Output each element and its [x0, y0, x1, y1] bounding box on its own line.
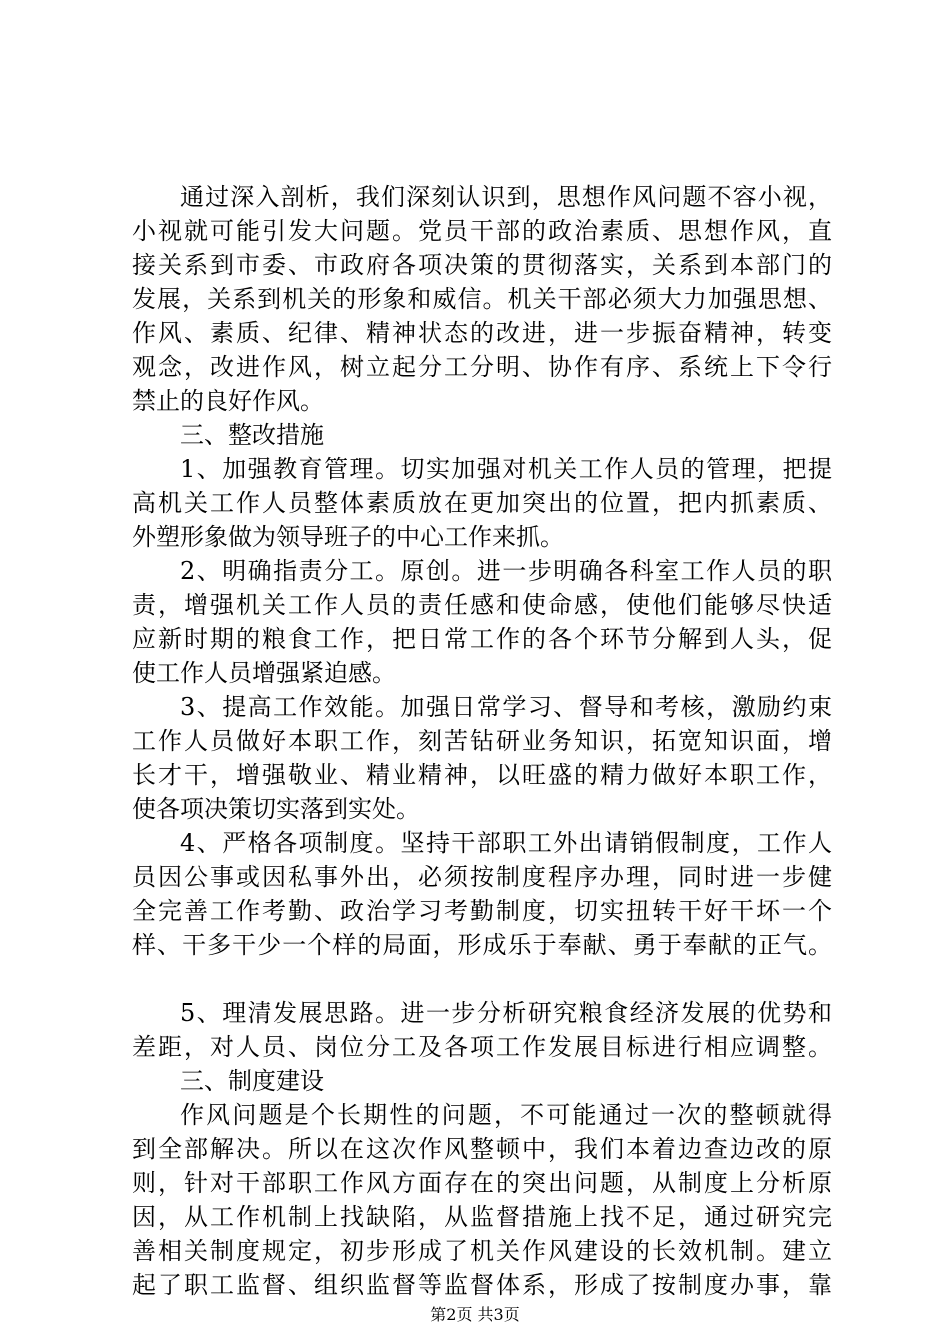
paragraph-line: 观念，改进作风，树立起分工分明、协作有序、系统上下令行	[132, 353, 832, 381]
paragraph-line: 发展，关系到机关的形象和威信。机关干部必须大力加强思想、	[132, 285, 832, 313]
paragraph-line: 到全部解决。所以在这次作风整顿中，我们本着边查边改的原	[132, 1135, 832, 1163]
paragraph-line: 小视就可能引发大问题。党员干部的政治素质、思想作风，直	[132, 217, 832, 245]
paragraph-line: 4、严格各项制度。坚持干部职工外出请销假制度，工作人	[180, 829, 832, 857]
paragraph-line: 1、加强教育管理。切实加强对机关工作人员的管理，把提	[180, 455, 832, 483]
paragraph-line: 5、理清发展思路。进一步分析研究粮食经济发展的优势和	[180, 999, 832, 1027]
paragraph-line: 作风、素质、纪律、精神状态的改进，进一步振奋精神，转变	[132, 319, 832, 347]
paragraph-line: 因，从工作机制上找缺陷，从监督措施上找不足，通过研究完	[132, 1203, 832, 1231]
paragraph-line: 差距，对人员、岗位分工及各项工作发展目标进行相应调整。	[132, 1033, 832, 1061]
paragraph-line: 全完善工作考勤、政治学习考勤制度，切实扭转干好干坏一个	[132, 897, 832, 925]
paragraph-line: 责，增强机关工作人员的责任感和使命感，使他们能够尽快适	[132, 591, 832, 619]
section-heading: 三、整改措施	[180, 421, 324, 449]
paragraph-line: 员因公事或因私事外出，必须按制度程序办理，同时进一步健	[132, 863, 832, 891]
paragraph-line: 外塑形象做为领导班子的中心工作来抓。	[132, 523, 564, 551]
paragraph-line: 接关系到市委、市政府各项决策的贯彻落实，关系到本部门的	[132, 251, 832, 279]
paragraph-line: 作风问题是个长期性的问题，不可能通过一次的整顿就得	[180, 1101, 832, 1129]
paragraph-line: 善相关制度规定，初步形成了机关作风建设的长效机制。建立	[132, 1237, 832, 1265]
paragraph-line: 应新时期的粮食工作，把日常工作的各个环节分解到人头，促	[132, 625, 832, 653]
paragraph-line: 样、干多干少一个样的局面，形成乐于奉献、勇于奉献的正气。	[132, 931, 832, 959]
paragraph-line: 3、提高工作效能。加强日常学习、督导和考核，激励约束	[180, 693, 832, 721]
paragraph-line: 使各项决策切实落到实处。	[132, 795, 420, 823]
paragraph-line: 工作人员做好本职工作，刻苦钻研业务知识，拓宽知识面，增	[132, 727, 832, 755]
paragraph-line: 使工作人员增强紧迫感。	[132, 659, 396, 687]
paragraph-line: 起了职工监督、组织监督等监督体系，形成了按制度办事，靠	[132, 1271, 832, 1299]
paragraph-line: 2、明确指责分工。原创。进一步明确各科室工作人员的职	[180, 557, 832, 585]
section-heading: 三、制度建设	[180, 1067, 324, 1095]
paragraph-line: 高机关工作人员整体素质放在更加突出的位置，把内抓素质、	[132, 489, 832, 517]
paragraph-line: 禁止的良好作风。	[132, 387, 324, 415]
paragraph-line: 通过深入剖析，我们深刻认识到，思想作风问题不容小视，	[180, 183, 832, 211]
paragraph-line: 长才干，增强敬业、精业精神，以旺盛的精力做好本职工作，	[132, 761, 832, 789]
page-number-footer: 第2页 共3页	[430, 1305, 520, 1324]
paragraph-line: 则，针对干部职工作风方面存在的突出问题，从制度上分析原	[132, 1169, 832, 1197]
